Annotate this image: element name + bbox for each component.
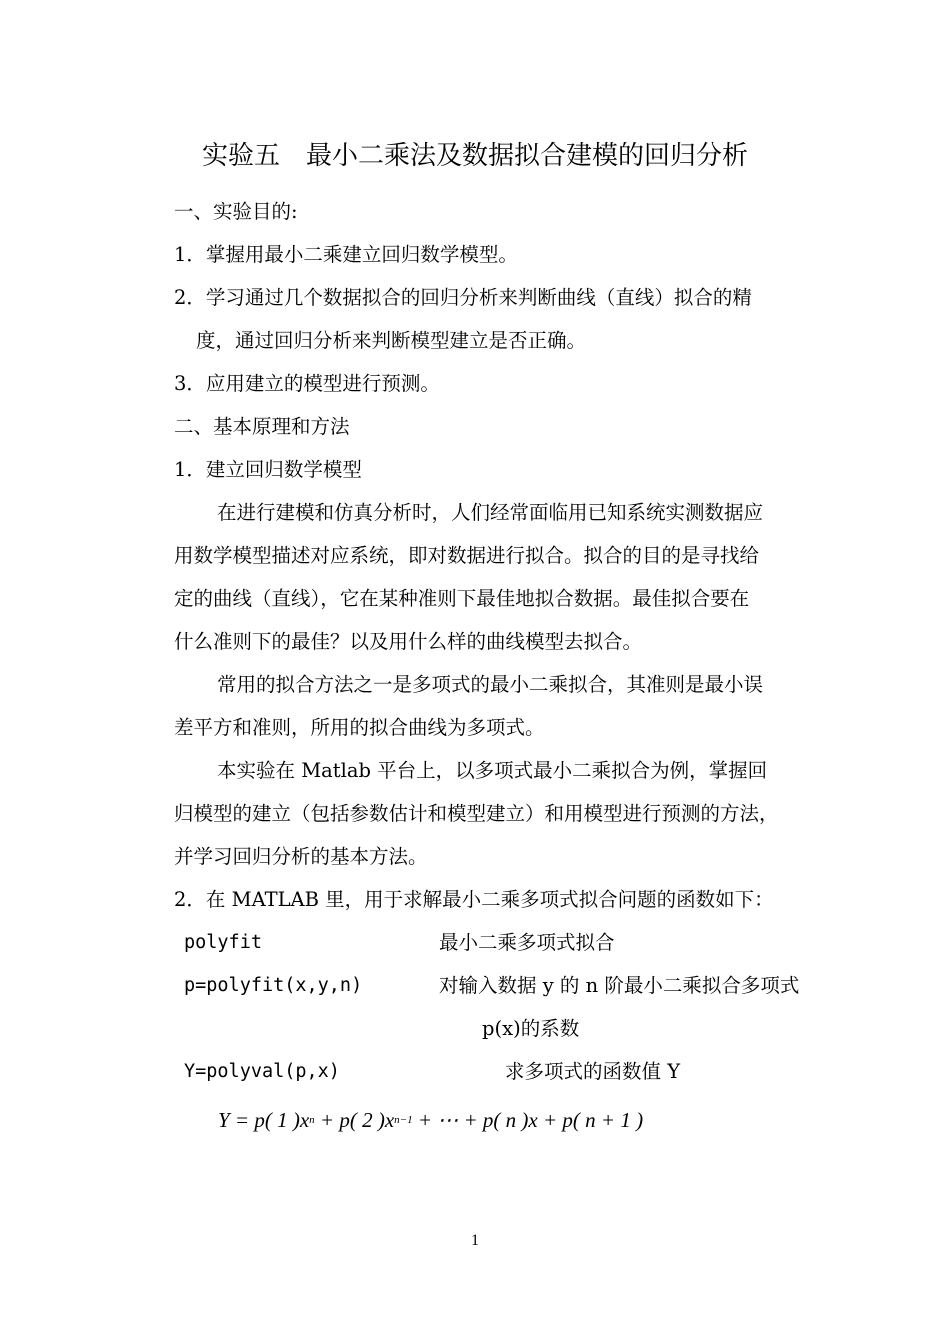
formula-lhs: Y = p( 1 )x [218, 1108, 310, 1132]
paragraph-1-line2: 用数学模型描述对应系统，即对数据进行拟合。拟合的目的是寻找给 [174, 544, 760, 567]
formula-rhs: + ⋯ + p( n )x + p( n + 1 ) [412, 1108, 644, 1132]
subsection-2-heading: 2．在 MATLAB 里，用于求解最小二乘多项式拟合问题的函数如下： [174, 888, 774, 911]
function-desc-polyfit-call: 对输入数据 y 的 n 阶最小二乘拟合多项式 [439, 974, 800, 997]
paragraph-1-line1: 在进行建模和仿真分析时，人们经常面临用已知系统实测数据应 [217, 501, 764, 524]
formula-mid: + p( 2 )x [314, 1108, 395, 1132]
subsection-1-heading: 1．建立回归数学模型 [174, 458, 362, 481]
paragraph-3-line1: 本实验在 Matlab 平台上，以多项式最小二乘拟合为例，掌握回 [217, 759, 768, 782]
function-desc-polyfit: 最小二乘多项式拟合 [439, 931, 615, 954]
page-number: 1 [471, 1232, 479, 1249]
objective-item-3: 3．应用建立的模型进行预测。 [174, 372, 440, 395]
function-code-polyfit-call: p=polyfit(x,y,n) [184, 975, 363, 996]
paragraph-1-line4: 什么准则下的最佳？以及用什么样的曲线模型去拟合。 [174, 630, 643, 653]
objective-item-2-line1: 2．学习通过几个数据拟合的回归分析来判断曲线（直线）拟合的精 [174, 286, 752, 309]
function-code-polyval: Y=polyval(p,x) [184, 1061, 340, 1082]
formula-exponent-n-minus-1: n−1 [394, 1114, 413, 1126]
function-desc-polyfit-call-cont: p(x)的系数 [482, 1017, 580, 1040]
paragraph-3-line2: 归模型的建立（包括参数估计和模型建立）和用模型进行预测的方法， [174, 802, 779, 825]
section1-heading: 一、实验目的: [174, 200, 298, 223]
section2-heading: 二、基本原理和方法 [174, 415, 350, 438]
function-code-polyfit: polyfit [184, 932, 262, 953]
formula-exponent-n: n [309, 1114, 315, 1126]
paragraph-2-line1: 常用的拟合方法之一是多项式的最小二乘拟合，其准则是最小误 [217, 673, 764, 696]
objective-item-1: 1．掌握用最小二乘建立回归数学模型。 [174, 243, 518, 266]
polynomial-formula [218, 1110, 643, 1131]
page-title: 实验五 最小二乘法及数据拟合建模的回归分析 [201, 141, 748, 171]
objective-item-2-line2: 度，通过回归分析来判断模型建立是否正确。 [196, 329, 587, 352]
paragraph-2-line2: 差平方和准则，所用的拟合曲线为多项式。 [174, 716, 545, 739]
paragraph-1-line3: 定的曲线（直线），它在某种准则下最佳地拟合数据。最佳拟合要在 [174, 587, 750, 610]
function-desc-polyval: 求多项式的函数值 Y [505, 1060, 681, 1083]
paragraph-3-line3: 并学习回归分析的基本方法。 [174, 845, 428, 868]
